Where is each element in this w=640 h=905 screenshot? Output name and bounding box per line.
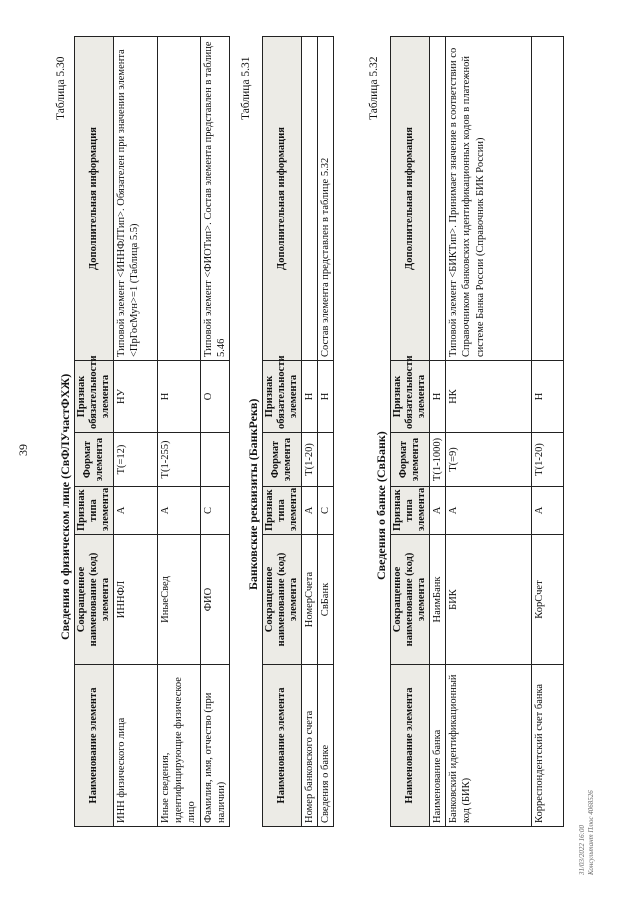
cell-code: БИК: [446, 535, 532, 665]
cell-required: НУ: [114, 361, 158, 433]
col-header-type: Признак типа элемента: [391, 487, 430, 535]
table-row: [430, 37, 446, 827]
cell-name: Фамилия, имя, отчество (при наличии): [200, 665, 229, 827]
table-row: [158, 37, 200, 827]
cell-type: А: [302, 487, 318, 535]
cell-required: Н: [302, 361, 318, 433]
cell-info: Состав элемента представлен в таблице 5.32: [318, 37, 334, 361]
col-header-type: Признак типа элемента: [75, 487, 114, 535]
col-header-info: Дополнительная информация: [391, 37, 430, 361]
cell-type: А: [446, 487, 532, 535]
table-header-row: [391, 37, 430, 827]
cell-required: НК: [446, 361, 532, 433]
cell-info: Типовой элемент <ФИОТип>. Состав элемента представлен в таблице 5.46: [200, 37, 229, 361]
cell-type: А: [532, 487, 564, 535]
cell-info: [430, 37, 446, 361]
cell-code: НаимБанк: [430, 535, 446, 665]
col-header-code: Сокращенное наименование (код) элемента: [75, 535, 114, 665]
cell-required: Н: [158, 361, 200, 433]
table-label-5-31: Таблица 5.31: [240, 56, 252, 120]
cell-name: ИНН физического лица: [114, 665, 158, 827]
col-header-type: Признак типа элемента: [263, 487, 302, 535]
col-header-info: Дополнительная информация: [263, 37, 302, 361]
cell-format: T(1-20): [532, 433, 564, 487]
cell-info: [302, 37, 318, 361]
cell-type: А: [114, 487, 158, 535]
cell-name: Номер банковского счета: [302, 665, 318, 827]
cell-name: Сведения о банке: [318, 665, 334, 827]
table-row: [446, 37, 532, 827]
cell-required: Н: [430, 361, 446, 433]
cell-info: Типовой элемент <БИКТип>. Принимает значение в соответствии со Справочником банковских идентификационных кодов в платежной системе Банка России (Справочник БИК России): [446, 37, 532, 361]
cell-required: Н: [532, 361, 564, 433]
cell-type: С: [318, 487, 334, 535]
table-row: [318, 37, 334, 827]
cell-type: А: [430, 487, 446, 535]
col-header-required: Признак обязательности элемента: [391, 361, 430, 433]
cell-info: [532, 37, 564, 361]
cell-required: Н: [318, 361, 334, 433]
cell-info: [158, 37, 200, 361]
cell-code: КорСчет: [532, 535, 564, 665]
cell-code: ФИО: [200, 535, 229, 665]
stamp-date: 31/03/2022 16:00: [578, 825, 586, 875]
table-5-30: [74, 36, 230, 827]
col-header-code: Сокращенное наименование (код) элемента: [391, 535, 430, 665]
col-header-code: Сокращенное наименование (код) элемента: [263, 535, 302, 665]
table-row: [200, 37, 229, 827]
col-header-format: Формат элемента: [391, 433, 430, 487]
page-number: 39: [16, 444, 30, 456]
cell-code: ИныеСвед: [158, 535, 200, 665]
col-header-required: Признак обязательности элемента: [263, 361, 302, 433]
table-row: [532, 37, 564, 827]
print-stamp: [578, 790, 596, 875]
table-header-row: [75, 37, 114, 827]
table-label-5-32: Таблица 5.32: [368, 56, 380, 120]
col-header-format: Формат элемента: [263, 433, 302, 487]
cell-format: T(=12): [114, 433, 158, 487]
table-header-row: [263, 37, 302, 827]
table-title-5-32: Сведения о банке (СвБанк): [374, 431, 388, 580]
cell-name: Иные сведения, идентифицирующие физическое лицо: [158, 665, 200, 827]
table-5-32: [390, 36, 564, 827]
cell-type: С: [200, 487, 229, 535]
table-label-5-30: Таблица 5.30: [55, 56, 67, 120]
cell-format: [200, 433, 229, 487]
cell-name: Наименование банка: [430, 665, 446, 827]
col-header-name: Наименование элемента: [391, 665, 430, 827]
cell-code: СвБанк: [318, 535, 334, 665]
col-header-info: Дополнительная информация: [75, 37, 114, 361]
cell-format: T(1-255): [158, 433, 200, 487]
col-header-name: Наименование элемента: [75, 665, 114, 827]
table-row: [114, 37, 158, 827]
cell-format: T(=9): [446, 433, 532, 487]
cell-code: НомерСчета: [302, 535, 318, 665]
cell-name: Корреспондентский счет банка: [532, 665, 564, 827]
cell-info: Типовой элемент <ИННФЛТип>. Обязателен при значении элемента <ПрГосМун>=1 (Таблица 5.5): [114, 37, 158, 361]
cell-required: О: [200, 361, 229, 433]
table-title-5-30: Сведения о физическом лице (СвФЛУчастФХЖ): [58, 373, 72, 640]
col-header-format: Формат элемента: [75, 433, 114, 487]
col-header-name: Наименование элемента: [263, 665, 302, 827]
cell-code: ИННФЛ: [114, 535, 158, 665]
cell-format: T(1-1000): [430, 433, 446, 487]
cell-type: А: [158, 487, 200, 535]
table-row: [302, 37, 318, 827]
stamp-source: Консультант Плюс 4068526: [587, 790, 596, 875]
table-title-5-31: Банковские реквизиты (БанкРекв): [246, 398, 260, 590]
cell-format: T(1-20): [302, 433, 318, 487]
table-5-31: [262, 36, 334, 827]
col-header-required: Признак обязательности элемента: [75, 361, 114, 433]
cell-name: Банковский идентификационный код (БИК): [446, 665, 532, 827]
cell-format: [318, 433, 334, 487]
